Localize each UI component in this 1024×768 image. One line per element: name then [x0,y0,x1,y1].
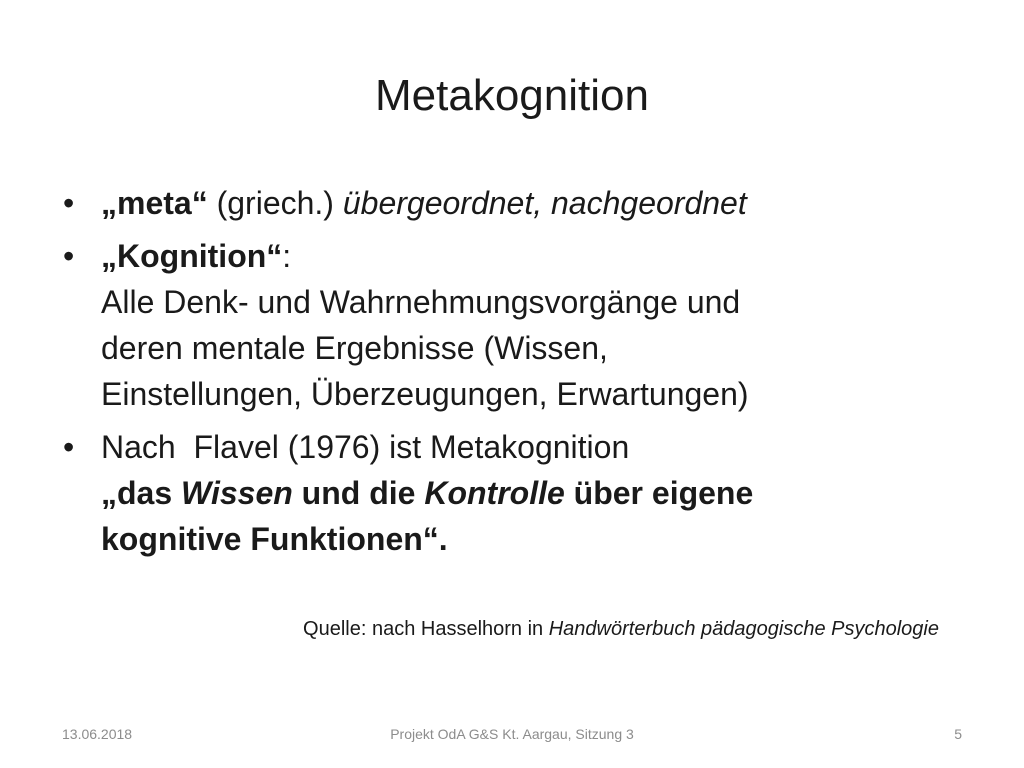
quote-part: „das [101,475,182,511]
footer-project: Projekt OdA G&S Kt. Aargau, Sitzung 3 [390,726,634,742]
slide-title: Metakognition [375,71,649,120]
term-meta: „meta“ [101,185,208,221]
footer-page-number: 5 [954,726,962,742]
kognition-definition-line: Alle Denk- und Wahrnehmungsvorgänge und [101,284,741,320]
quote-part: und die [292,475,425,511]
bullet-marker: • [63,238,75,274]
quote-emphasis-wissen: Wissen [181,475,293,511]
kognition-definition-line: deren mentale Ergebnisse (Wissen, [101,330,608,366]
meta-gloss: übergeordnet, nachgeordnet [342,185,747,221]
footer-date: 13.06.2018 [62,726,133,742]
term-kognition: „Kognition“ [101,238,283,274]
bullet-meta [0,180,1024,226]
bullet-marker: • [63,429,75,465]
bullet-kognition [0,233,1024,417]
bullet-flavel [0,424,1024,562]
meta-origin: (griech.) [207,185,343,221]
bullet-meta-line [101,180,1024,226]
term-kognition-colon: : [282,238,292,274]
bullet-kognition-heading [101,233,1024,279]
source-prefix: Quelle: nach Hasselhorn in [303,618,549,640]
flavel-quote-line-2: kognitive Funktionen“. [101,521,448,557]
source-citation [0,614,939,644]
quote-emphasis-kontrolle: Kontrolle [424,475,565,511]
quote-part: über eigene [564,475,754,511]
bullet-list [0,180,1024,569]
source-work-title: Handwörterbuch pädagogische Psychologie [548,618,939,640]
kognition-definition-line: Einstellungen, Überzeugungen, Erwartungen) [101,376,749,412]
flavel-intro: Nach Flavel (1976) ist Metakognition [101,429,630,465]
bullet-marker: • [63,185,75,221]
flavel-quote-line-1 [101,470,1024,516]
